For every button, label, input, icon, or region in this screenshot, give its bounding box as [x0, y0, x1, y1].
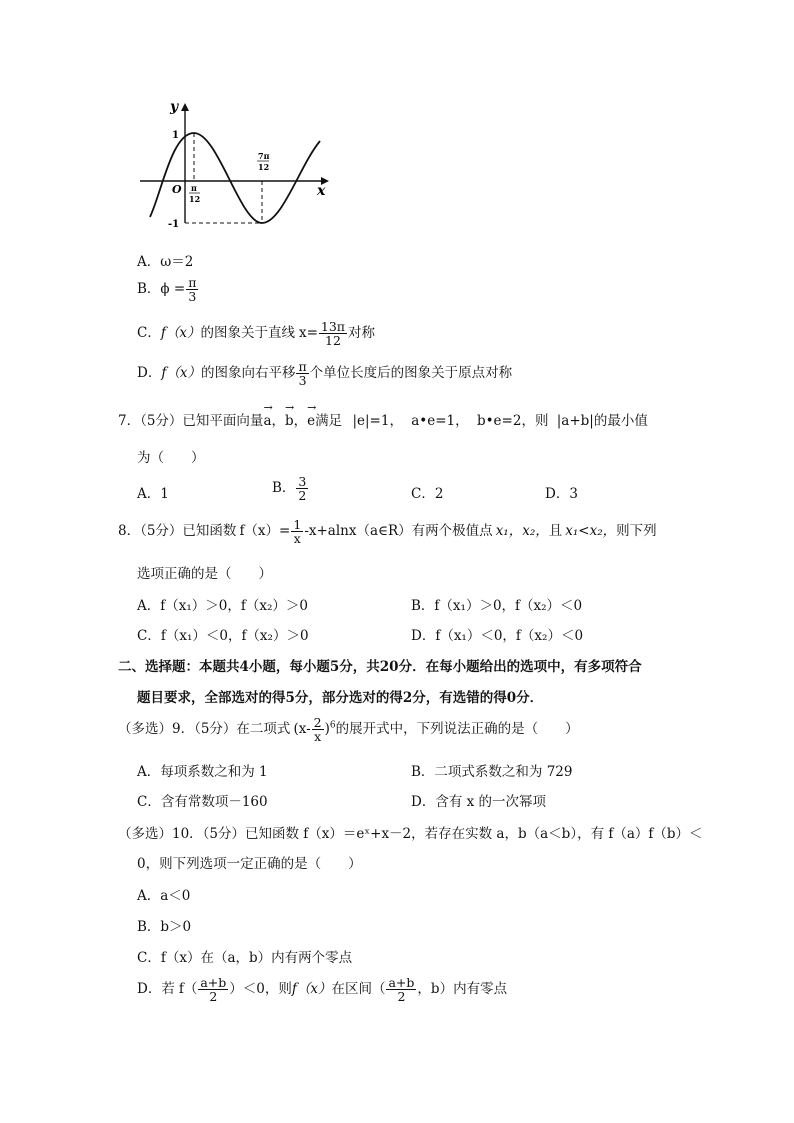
sine-graph — [130, 95, 340, 230]
q7-stem-line2: 为（ ） — [137, 450, 205, 466]
q9-option-a: A．每项系数之和为 1 — [137, 764, 268, 780]
vector-a: → a — [263, 407, 271, 429]
q10-option-d: D．若 f（ $\frac{a+b}{2}$ ）＜0，则f（x）在区间（ $\frac{a+b}{2}$ ，b）内有零点 — [137, 975, 508, 1005]
q8-option-b: B．f（x₁）＞0，f（x₂）＜0 — [411, 598, 583, 614]
x-mark1-den: 12 — [189, 194, 201, 204]
q10-option-b: B．b＞0 — [137, 919, 192, 935]
q7-stem-line1: 7．（5分）已知平面向量→ a，→ b，→ e满足 |e|=1， a•e=1， b•e=2，则 |a+b|的最小值 — [118, 407, 648, 429]
fraction: $\frac{\pi}{3}$ — [188, 275, 197, 305]
fraction: $\frac{a+b}{2}$ — [388, 975, 415, 1005]
vector-b: → b — [285, 407, 294, 429]
q8-stem-line2: 选项正确的是（ ） — [137, 566, 272, 582]
q6-option-a: A．ω＝2 — [137, 254, 194, 270]
q7-option-c: C．2 — [411, 486, 444, 502]
q9-stem: （多选）9．（5分）在二项式 (x- $\frac{2}{x}$ )$^6$的展开式中，下列说法正确的是（ ） — [118, 715, 579, 745]
q10-option-a: A．a＜0 — [137, 888, 191, 904]
fraction: $\frac{3}{2}$ — [298, 474, 307, 504]
q6-option-b: B．ϕ = $\frac{\pi}{3}$ — [137, 275, 197, 305]
q7-option-a: A．1 — [137, 486, 169, 502]
q10-option-c: C．f（x）在（a，b）内有两个零点 — [137, 950, 353, 966]
q8-option-a: A．f（x₁）＞0，f（x₂）＞0 — [137, 598, 308, 614]
q6-option-d: D．f（x）的图象向右平移 $\frac{\pi}{3}$ 个单位长度后的图象关于原点对称 — [137, 359, 513, 389]
q7-option-b: B． $\frac{3}{2}$ — [272, 474, 307, 504]
x-mark2-den: 12 — [258, 162, 270, 172]
vector-e: → e — [307, 407, 315, 429]
y-axis-label: y — [170, 99, 179, 115]
y-axis-arrow — [181, 103, 189, 111]
fraction: $\frac{1}{x}$ — [293, 517, 302, 547]
sine-curve — [150, 133, 320, 223]
fraction: $\frac{13\pi}{12}$ — [320, 319, 346, 349]
q10-stem-line2: 0，则下列选项一定正确的是（ ） — [137, 856, 362, 872]
section-heading-line1: 二、选择题：本题共4小题，每小题5分，共20分．在每小题给出的选项中，有多项符合 — [118, 659, 642, 675]
q8-option-c: C．f（x₁）＜0，f（x₂）＞0 — [137, 628, 309, 644]
q10-stem-line1: （多选）10．（5分）已知函数 f（x）＝eˣ+x－2，若存在实数 a，b（a＜b），有 f（a）f（b）＜ — [118, 826, 703, 842]
x-mark2-num: 7π — [258, 151, 270, 161]
y-max-label: 1 — [172, 130, 179, 141]
q9-option-d: D．含有 x 的一次幂项 — [411, 794, 547, 810]
fraction: $\frac{2}{x}$ — [313, 715, 322, 745]
x-axis-label: x — [317, 183, 326, 199]
fraction: $\frac{\pi}{3}$ — [298, 359, 307, 389]
fraction: $\frac{a+b}{2}$ — [200, 975, 227, 1005]
q6-option-c: C．f（x）的图象关于直线 x= $\frac{13\pi}{12}$ 对称 — [137, 319, 376, 349]
x-mark1-num: π — [191, 183, 197, 193]
q7-option-d: D．3 — [545, 486, 578, 502]
q8-stem-line1: 8．（5分）已知函数 f（x）= $\frac{1}{x}$ -x+alnx（a∈R）有两个极值点 x₁，x₂，且 x₁<x₂，则下列 — [118, 517, 657, 547]
q8-option-d: D．f（x₁）＜0，f（x₂）＜0 — [411, 628, 584, 644]
origin-label: O — [172, 183, 182, 196]
section-heading-line2: 题目要求，全部选对的得5分，部分选对的得2分，有选错的得0分． — [137, 690, 544, 706]
y-min-label: -1 — [168, 219, 180, 230]
q9-option-b: B．二项式系数之和为 729 — [411, 764, 573, 780]
q9-option-c: C．含有常数项－160 — [137, 794, 268, 810]
